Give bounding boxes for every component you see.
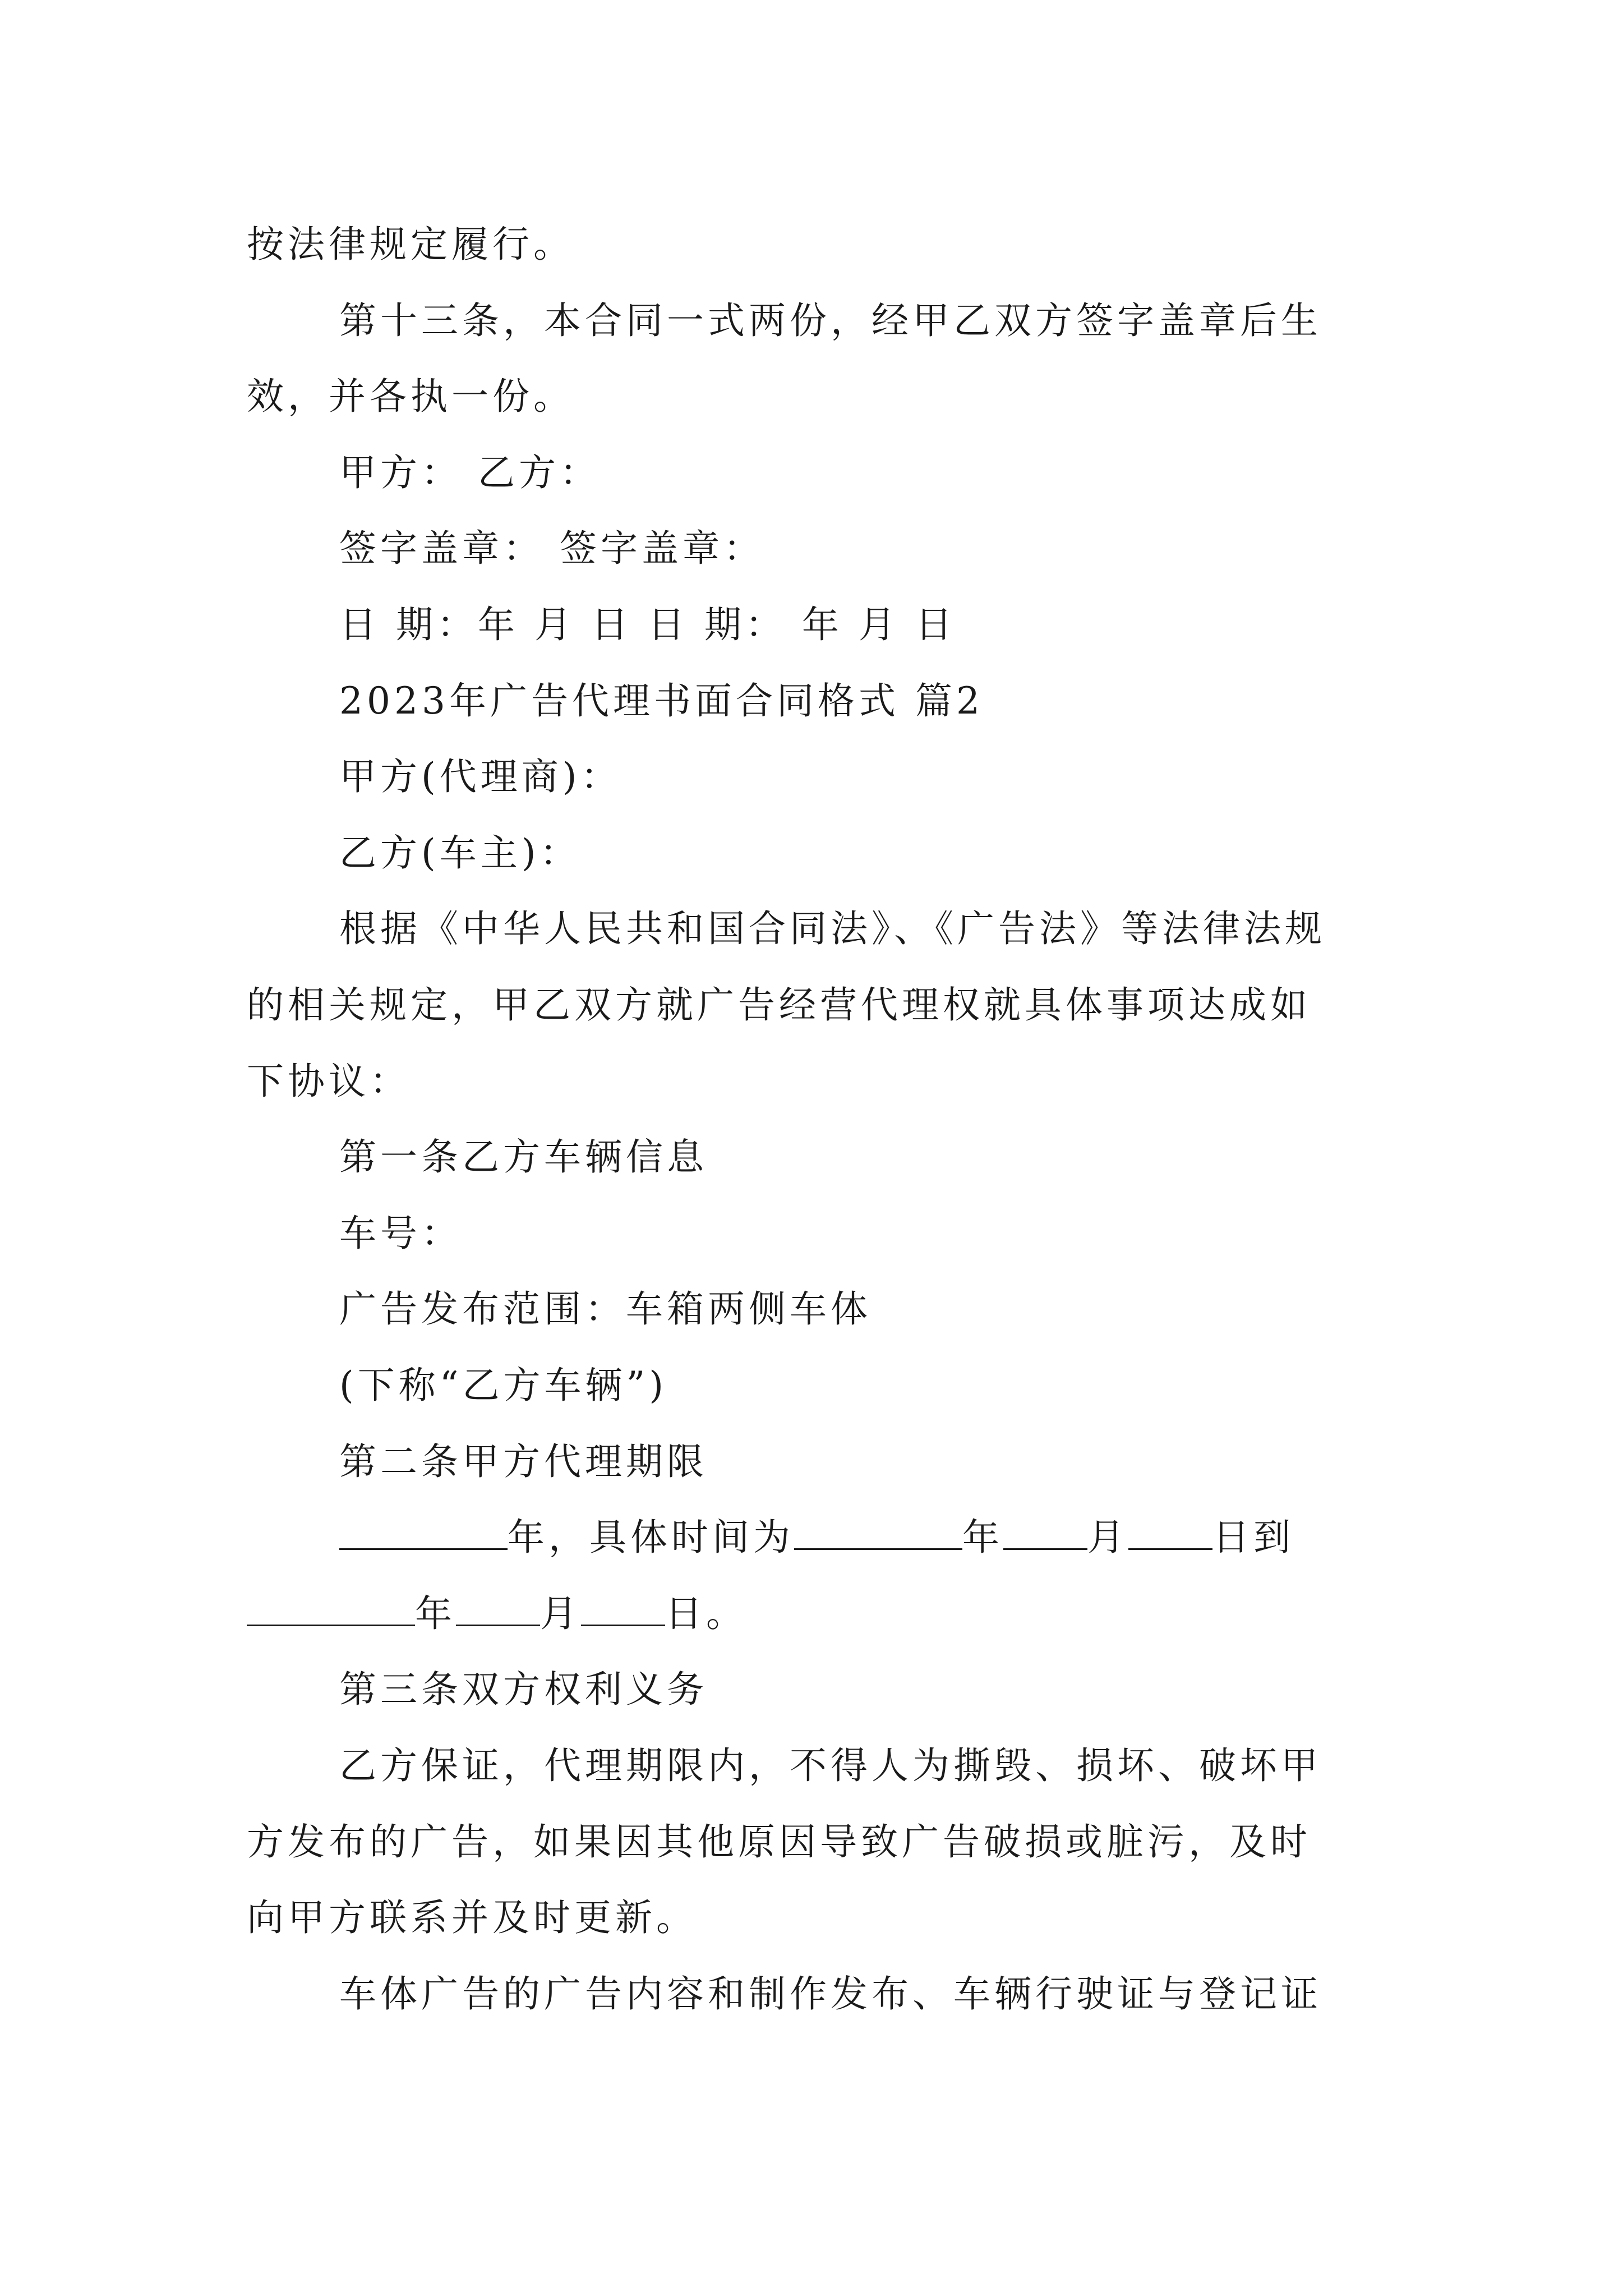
term-line-2 bbox=[247, 1580, 1391, 1648]
clause-heading: 第一条乙方车辆信息 bbox=[339, 1135, 708, 1179]
vehicle-alias-line: (下称“乙方车辆”) bbox=[339, 1364, 667, 1407]
clause-heading: 第三条双方权利义务 bbox=[339, 1668, 708, 1711]
party-labels: 甲方： 乙方： bbox=[339, 451, 601, 494]
clause-heading: 第二条甲方代理期限 bbox=[339, 1440, 708, 1483]
party-b-label: 乙方(车主)： bbox=[339, 831, 581, 875]
text-line: 效，并各执一份。 bbox=[247, 375, 574, 418]
blank-field bbox=[1128, 1515, 1212, 1550]
obligation-line: 乙方保证，代理期限内，不得人为撕毁、损坏、破坏甲 bbox=[339, 1744, 1322, 1787]
blank-field bbox=[581, 1591, 665, 1626]
term-text: 日。 bbox=[665, 1592, 747, 1635]
preamble-line: 下协议： bbox=[247, 1060, 411, 1103]
blank-field bbox=[247, 1591, 415, 1626]
blank-field bbox=[339, 1515, 508, 1550]
term-text: 日到 bbox=[1212, 1516, 1294, 1559]
obligation-line: 车体广告的广告内容和制作发布、车辆行驶证与登记证 bbox=[339, 1972, 1322, 2016]
term-line-1 bbox=[339, 1504, 1391, 1571]
ad-scope-line: 广告发布范围：车箱两侧车体 bbox=[339, 1287, 872, 1331]
obligation-line: 方发布的广告，如果因其他原因导致广告破损或脏污，及时 bbox=[247, 1820, 1311, 1864]
vehicle-number-label: 车号： bbox=[339, 1212, 462, 1255]
blank-field bbox=[1003, 1515, 1087, 1550]
signature-labels: 签字盖章： 签字盖章： bbox=[339, 527, 764, 570]
term-text: 年，具体时间为 bbox=[508, 1516, 794, 1559]
date-labels: 日 期：年 月 日 日 期： 年 月 日 bbox=[339, 603, 956, 646]
obligation-line: 向甲方联系并及时更新。 bbox=[247, 1896, 697, 1939]
term-text: 月 bbox=[1087, 1516, 1128, 1559]
party-a-label: 甲方(代理商)： bbox=[339, 755, 622, 798]
preamble-line: 根据《中华人民共和国合同法》、《广告法》等法律法规 bbox=[339, 907, 1326, 950]
preamble-line: 的相关规定，甲乙双方就广告经营代理权就具体事项达成如 bbox=[247, 983, 1311, 1027]
clause-13-line: 第十三条，本合同一式两份，经甲乙双方签字盖章后生 bbox=[339, 299, 1322, 342]
term-text: 年 bbox=[962, 1516, 1003, 1559]
term-text: 年 bbox=[415, 1592, 456, 1635]
blank-field bbox=[456, 1591, 540, 1626]
section-heading: 2023年广告代理书面合同格式 篇2 bbox=[339, 679, 984, 723]
blank-field bbox=[794, 1515, 962, 1550]
term-text: 月 bbox=[540, 1592, 581, 1635]
text-line: 按法律规定履行。 bbox=[247, 223, 574, 266]
